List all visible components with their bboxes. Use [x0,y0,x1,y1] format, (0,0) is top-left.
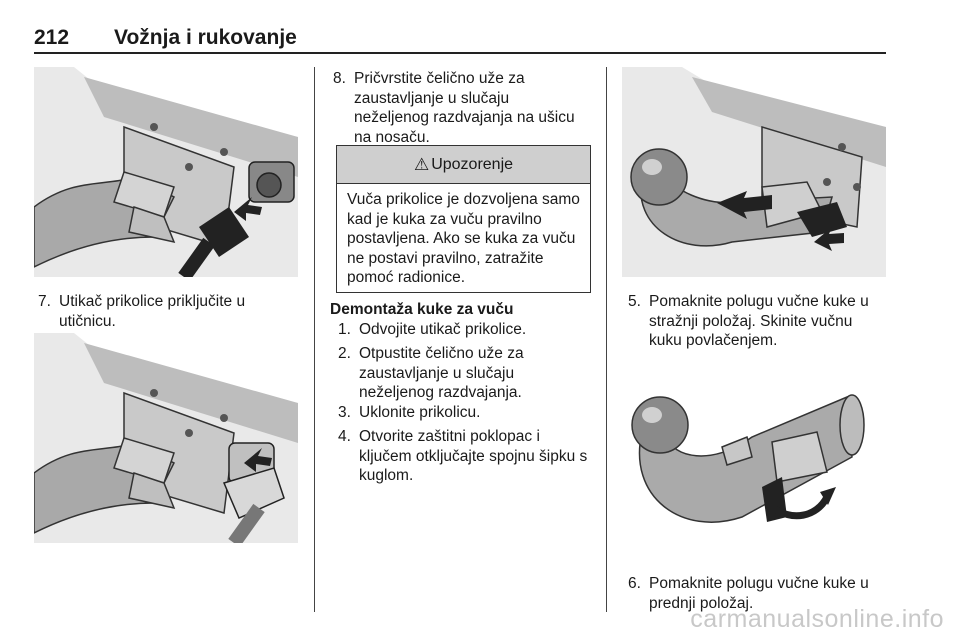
step-number: 1. [338,321,351,338]
step-text-line: Pomaknite polugu vučne kuke u [649,293,869,310]
illustration-tow-hook-lever-back [622,67,886,277]
step-text-line: Otvorite zaštitni poklopac i [359,428,540,445]
step-text-line: neželjenog razdvajanja. [359,384,522,401]
step-number: 6. [628,575,641,592]
column-divider-left [314,67,315,612]
step-text-line: kuglom. [359,467,414,484]
warning-triangle-icon: ⚠ [413,154,430,174]
step-number: 7. [38,293,51,310]
step-text-line: Utikač prikolice priključite u [59,293,246,310]
step-text-line: utičnicu. [59,312,116,330]
step-text-line: Uklonite prikolicu. [359,404,481,421]
warning-box [336,145,591,293]
watermark: carmanualsonline.info [690,605,944,633]
illustration-plug-inserted [34,333,298,543]
step-text-line: na nosaču. [354,128,430,146]
step-number: 8. [333,70,346,87]
illustration-tow-hook-lever-front [622,377,886,552]
step-number: 3. [338,404,351,421]
step-number: 5. [628,293,641,310]
warning-text-line: kad je kuka za vuču pravilno [347,210,542,228]
header-divider [34,52,886,54]
warning-body [347,190,587,288]
step-number: 2. [338,345,351,362]
step-text-line: Pomaknite polugu vučne kuke u [649,575,869,592]
illustration-plug-socket [34,67,298,277]
warning-text-line: ne postavi pravilno, zatražite [347,249,544,267]
warning-title: Upozorenje [431,155,514,173]
step-number: 4. [338,428,351,445]
chapter-title: Vožnja i rukovanje [114,26,297,49]
page-number: 212 [34,26,70,49]
step-text-line: zaustavljanje u slučaju [354,89,510,107]
step-text-line: stražnji položaj. Skinite vučnu [649,312,853,330]
section-heading: Demontaža kuke za vuču [330,301,514,318]
step-text-line: Odvojite utikač prikolice. [359,321,527,338]
warning-header [337,146,590,184]
step-text-line: zaustavljanje u slučaju [359,364,515,382]
step-text-line: Pričvrstite čelično uže za [354,70,525,87]
step-text-line: prednji položaj. [649,594,754,612]
step-text-line: ključem otključajte spojnu šipku s [359,447,588,465]
warning-text-line: Vuča prikolice je dozvoljena samo [347,191,580,208]
step-text-line: Otpustite čelično uže za [359,345,524,362]
warning-text-line: pomoć radionice. [347,269,466,286]
column-divider-right [606,67,607,612]
step-text-line: neželjenog razdvajanja na ušicu [354,109,575,126]
step-text-line: kuku povlačenjem. [649,332,778,349]
warning-text-line: postavljena. Ako se kuka za vuču [347,230,576,247]
